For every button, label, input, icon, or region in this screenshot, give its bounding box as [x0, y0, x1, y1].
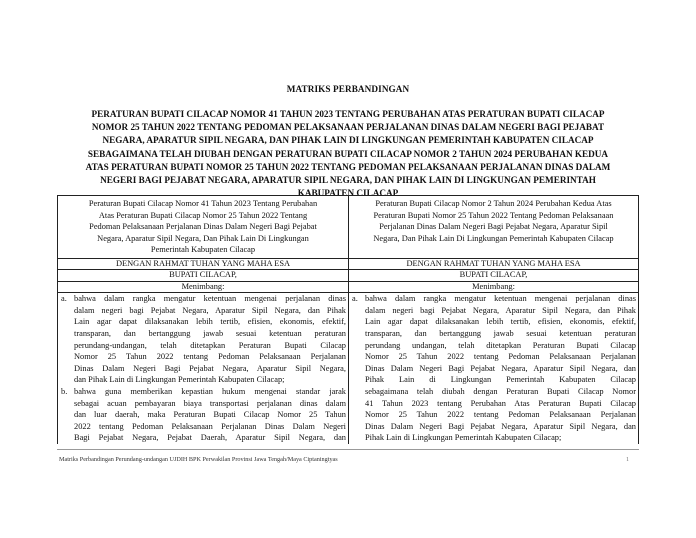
text-line: Pihak Lain di Lingkungan Pemerintah Kabupaten Cilacap	[365, 375, 636, 385]
heading-line: KABUPATEN CILACAP	[297, 188, 399, 199]
footer-divider	[57, 449, 639, 450]
right-bupati: BUPATI CILACAP,	[348, 270, 638, 280]
list-item	[58, 293, 348, 386]
comparison-table	[57, 195, 639, 444]
left-regulation-header	[58, 196, 348, 258]
page-number: 1	[626, 456, 630, 463]
text-line: transparan, dan bertanggung jawab sesuai ketentuan peraturan	[74, 328, 346, 338]
text-line: Nomor 25 Tahun 2022 tentang Pedoman Pelaksanaan Perjalanan	[365, 352, 636, 362]
right-rahmat: DENGAN RAHMAT TUHAN YANG MAHA ESA	[348, 259, 638, 269]
footer-text: Matriks Perbandingan Perundang-undangan UJDIH BPK Perwakilan Provinsi Jawa Tengah/Maya Ciptaningtyas	[59, 456, 338, 463]
text-line: perundang-undangan, telah ditetapkan Peraturan Bupati Cilacap	[74, 340, 346, 350]
text-line: dan luar daerah, maka Peraturan Bupati Cilacap Nomor 25 Tahun	[74, 410, 346, 420]
text-line: sebagai acuan pembayaran biaya transportasi perjalanan dinas dalam	[74, 398, 346, 408]
heading-line: SEBAGAIMANA TELAH DIUBAH DENGAN PERATURAN BUPATI CILACAP NOMOR 2 TAHUN 2024 PERUBAHAN KEDUA	[87, 148, 609, 159]
heading-line: PERATURAN BUPATI CILACAP NOMOR 41 TAHUN 2023 TENTANG PERUBAHAN ATAS PERATURAN BUPATI CILACAP	[91, 109, 605, 119]
right-header-line: Negara, Dan Pihak Lain Di Lingkungan Pemerintah Kabupaten Cilacap	[373, 233, 614, 243]
item-text	[365, 293, 636, 444]
list-item	[58, 386, 348, 444]
text-line: bahwa guna memberikan kepastian hukum mengenai standar jarak	[74, 386, 346, 396]
right-considerations	[348, 293, 638, 444]
right-regulation-header	[348, 196, 638, 258]
text-line: Dinas Dalam Negeri Bagi Pejabat Negara, Aparatur Sipil Negara, dan	[365, 421, 636, 431]
left-header-line: Negara, Aparatur Sipil Negara, Dan Pihak Lain Di Lingkungan	[97, 233, 309, 243]
text-line: dalam negeri bagi Pejabat Negara, Aparatur Sipil Negara, dan Pihak	[74, 305, 346, 315]
right-header-line: Peraturan Bupati Nomor 25 Tahun 2022 Tentang Pedoman Pelaksanaan	[373, 210, 614, 220]
text-line: bahwa dalam rangka mengatur ketentuan mengenai perjalanan dinas	[74, 294, 346, 304]
left-considerations	[58, 293, 348, 444]
regulation-heading	[58, 108, 638, 200]
text-line: transparan, dan bertanggung jawab sesuai ketentuan peraturan	[365, 328, 636, 338]
text-line: Lain agar dapat dilaksanakan lebih tertib, efisien, ekonomis, efektif,	[74, 317, 346, 327]
heading-line: NOMOR 25 TAHUN 2022 TENTANG PEDOMAN PELAKSANAAN PERJALANAN DINAS DALAM NEGERI BAGI PEJABAT	[91, 122, 605, 133]
left-header-line: Pedoman Pelaksanaan Perjalanan Dinas Dalam Negeri Bagi Pejabat	[89, 222, 317, 232]
list-item	[349, 293, 638, 444]
left-header-line: Pemerintah Kabupaten Cilacap	[150, 245, 256, 255]
document-title: MATRIKS PERBANDINGAN	[286, 84, 410, 94]
text-line: perundang undangan, telah ditetapkan Peraturan Bupati Cilacap	[365, 340, 636, 350]
text-line: sebagaimana telah diubah dengan Peraturan Bupati Cilacap Nomor	[365, 386, 636, 396]
item-letter: a.	[352, 294, 358, 304]
right-header-line: Perjalanan Dinas Dalam Negeri Bagi Pejabat Negara, Aparatur Sipil	[379, 222, 608, 232]
table-row	[58, 270, 638, 281]
text-line: 2022 tentang Pedoman Pelaksanaan Perjalanan Dinas Dalam Negeri	[74, 421, 346, 431]
heading-line: NEGARA, APARATUR SIPIL NEGARA, DAN PIHAK LAIN DI LINGKUNGAN PEMERINTAH KABUPATEN CILACAP	[102, 135, 594, 146]
right-header-line: Peraturan Bupati Cilacap Nomor 2 Tahun 2024 Perubahan Kedua Atas	[375, 199, 612, 208]
item-text	[74, 386, 346, 444]
item-letter: b.	[61, 386, 68, 396]
left-bupati: BUPATI CILACAP,	[169, 270, 237, 280]
table-header-row	[58, 196, 638, 259]
text-line: Lain agar dapat dilaksanakan lebih tertib, efisien, ekonomis, efektif,	[365, 317, 636, 327]
text-line: Nomor 25 Tahun 2022 tentang Pedoman Pelaksanaan Perjalanan	[365, 410, 636, 420]
text-line: Bagi Pejabat Negara, Pejabat Daerah, Aparatur Sipil Negara, dan	[74, 433, 346, 443]
right-menimbang: Menimbang:	[348, 282, 638, 292]
table-row	[58, 293, 638, 444]
text-line: Nomor 25 Tahun 2022 tentang Pedoman Pelaksanaan Perjalanan	[74, 352, 346, 362]
item-letter: a.	[61, 294, 67, 304]
left-rahmat: DENGAN RAHMAT TUHAN YANG MAHA ESA	[115, 258, 291, 268]
text-line: 41 Tahun 2023 tentang Perubahan Atas Peraturan Bupati Cilacap	[365, 398, 636, 408]
text-line: dan Pihak Lain di Lingkungan Pemerintah Kabupaten Cilacap;	[74, 375, 285, 385]
text-line: Pihak Lain di Lingkungan Pemerintah Kabupaten Cilacap;	[365, 433, 562, 443]
table-row	[58, 282, 638, 293]
text-line: Dinas Dalam Negeri Bagi Pejabat Negara, Aparatur Sipil Negara,	[74, 363, 346, 373]
heading-line: NEGERI BAGI PEJABAT NEGARA, APARATUR SIPIL NEGARA, DAN PIHAK LAIN DI LINGKUNGAN PEMERINTAH	[100, 175, 596, 186]
table-row	[58, 259, 638, 270]
text-line: Dinas Dalam Negeri Bagi Pejabat Negara, Aparatur Sipil Negara, dan	[365, 363, 636, 373]
item-text	[74, 293, 346, 386]
text-line: bahwa dalam rangka mengatur ketentuan mengenai perjalanan dinas	[365, 294, 636, 304]
left-header-line: Peraturan Bupati Cilacap Nomor 41 Tahun 2023 Tentang Perubahan	[88, 199, 318, 208]
heading-line: ATAS PERATURAN BUPATI NOMOR 25 TAHUN 2022 TENTANG PEDOMAN PELAKSANAAN PERJALANAN DINAS DALAM	[85, 161, 611, 172]
text-line: dalam negeri bagi Pejabat Negara, Aparatur Sipil Negara, dan Pihak	[365, 305, 636, 315]
left-menimbang: Menimbang:	[181, 281, 225, 291]
left-header-line: Atas Peraturan Bupati Cilacap Nomor 25 Tahun 2022 Tentang	[98, 210, 308, 220]
